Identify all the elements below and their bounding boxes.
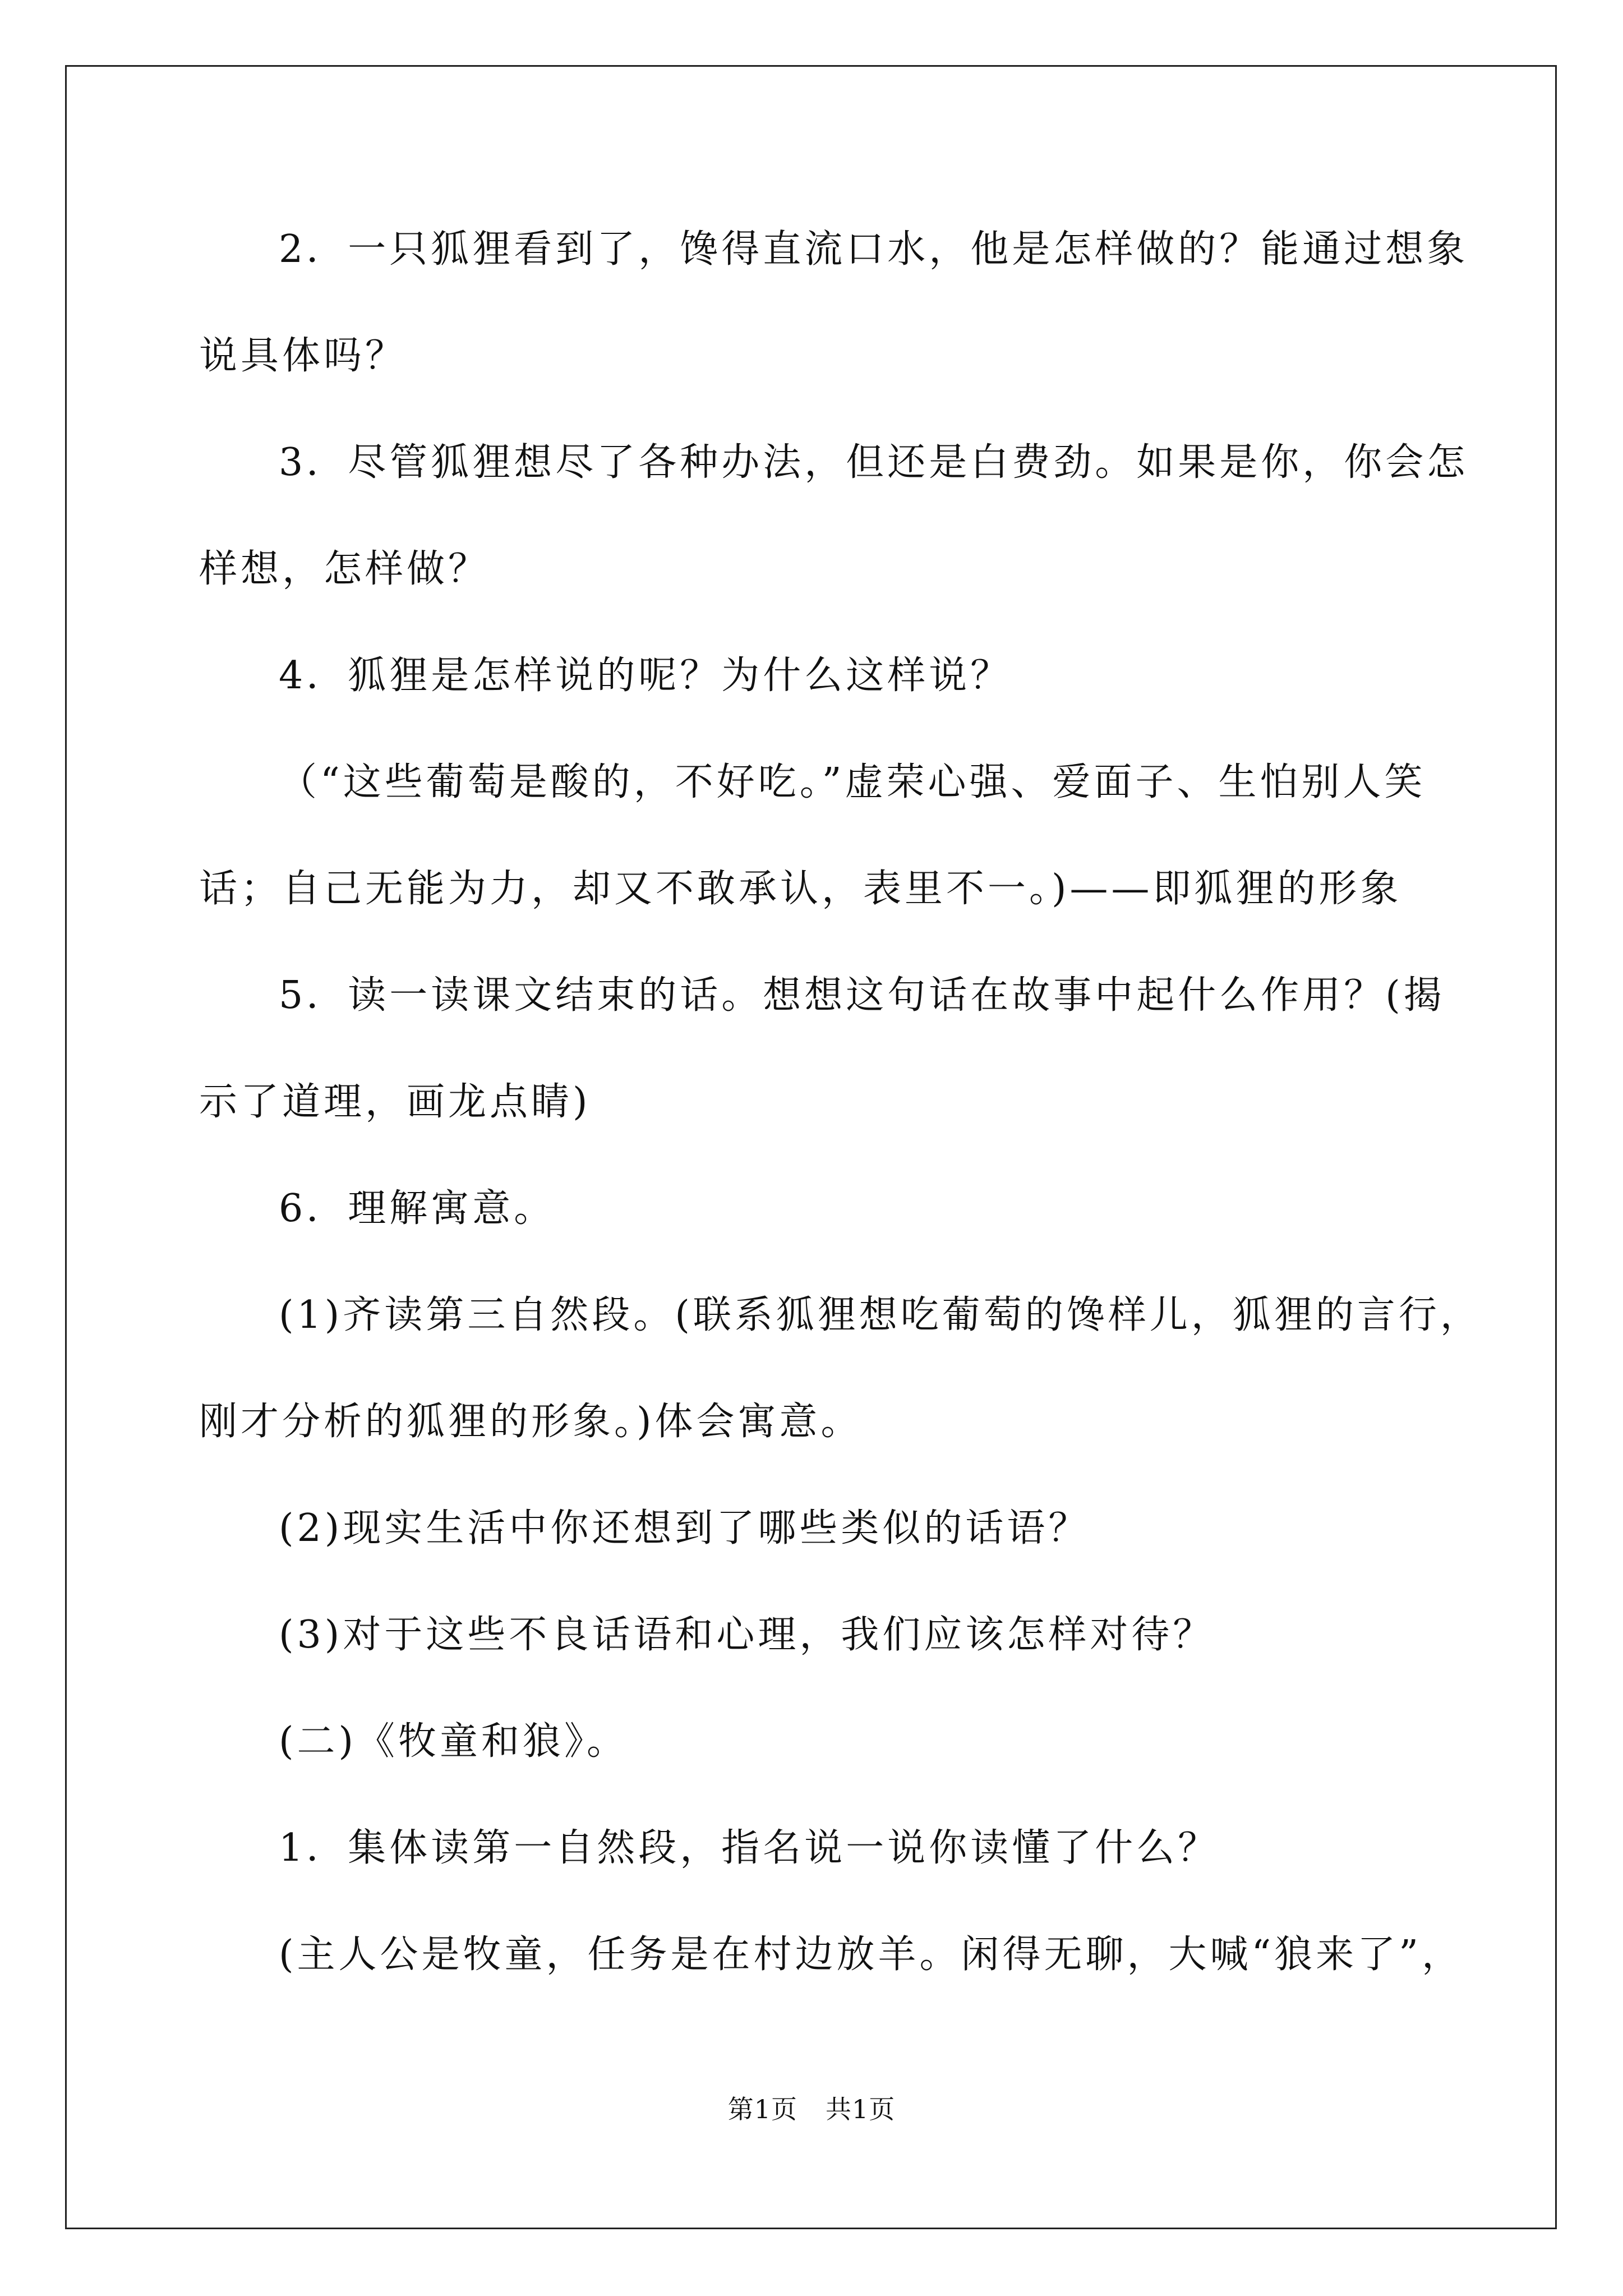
text-line: (二)《牧童和狼》。 [279,1719,629,1764]
text-line: 话；自己无能为力，却又不敢承认，表里不一。)——即狐狸的形象 [199,867,1402,911]
page-frame [65,65,1557,2229]
text-line: 样想，怎样做？ [199,547,490,591]
text-line: 3．尽管狐狸想尽了各种办法，但还是白费劲。如果是你，你会怎 [279,440,1469,485]
text-line: 5．读一读课文结束的话。想想这句话在故事中起什么作用？(揭 [279,973,1445,1018]
text-line: 1．集体读第一自然段，指名说一说你读懂了什么？ [279,1826,1220,1870]
text-line: （“这些葡萄是酸的，不好吃。”虚荣心强、爱面子、生怕别人笑 [279,760,1426,804]
text-line: (主人公是牧童，任务是在村边放羊。闲得无聊，大喊“狼来了”， [279,1932,1464,1977]
text-line: (1)齐读第三自然段。(联系狐狸想吃葡萄的馋样儿，狐狸的言行， [279,1293,1482,1337]
text-line: 刚才分析的狐狸的形象。)体会寓意。 [199,1400,863,1444]
text-line: 2．一只狐狸看到了，馋得直流口水，他是怎样做的？能通过想象 [279,227,1469,272]
text-line: (3)对于这些不良话语和心理，我们应该怎样对待？ [279,1613,1215,1657]
text-line: 示了道理，画龙点睛) [199,1080,591,1124]
text-line: (2)现实生活中你还想到了哪些类似的话语？ [279,1506,1090,1550]
page-number-total: 共1页 [826,2094,896,2124]
page-number-current: 第1页 [727,2094,797,2124]
text-line: 4．狐狸是怎样说的呢？为什么这样说？ [279,654,1012,698]
text-line: 6．理解寓意。 [279,1186,556,1231]
page-footer [0,2092,1623,2126]
text-line: 说具体吗？ [199,334,407,378]
